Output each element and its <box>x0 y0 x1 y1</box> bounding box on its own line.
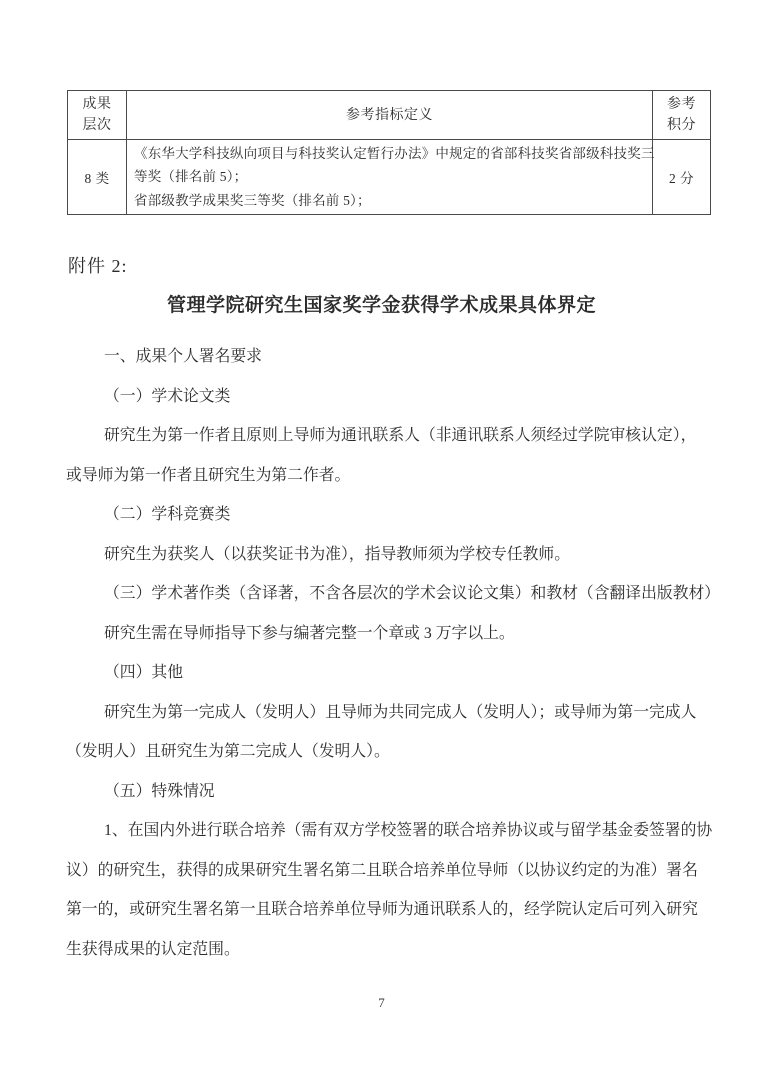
definition-line: 省部级教学成果奖三等奖（排名前 5）； <box>134 192 371 208</box>
table-header-indicator-definition: 参考指标定义 <box>127 91 653 140</box>
definition-line: 等奖（排名前 5）； <box>134 169 248 185</box>
table-header-reference-score: 参考 积分 <box>653 91 711 140</box>
score-reference-table <box>67 90 711 215</box>
body-line-paragraph: 第一的，或研究生署名第一且联合培养单位导师为通讯联系人的，经学院认定后可列入研究 <box>66 901 698 918</box>
table-header-result-level: 成果 层次 <box>68 91 127 140</box>
body-line-subsection-1: （一）学术论文类 <box>104 387 231 405</box>
body-line-paragraph: 议）的研究生，获得的成果研究生署名第二且联合培养单位导师（以协议约定的为准）署名 <box>66 861 698 879</box>
table-header-row <box>68 91 711 140</box>
body-line-paragraph: 研究生为第一作者且原则上导师为通讯联系人（非通讯联系人须经过学院审核认定）， <box>104 427 697 444</box>
table-row <box>68 140 711 215</box>
definition-line: 《东华大学科技纵向项目与科技奖认定暂行办法》中规定的省部科技奖省部级科技奖三 <box>134 145 655 161</box>
document-title: 管理学院研究生国家奖学金获得学术成果具体界定 <box>166 295 596 316</box>
body-line-paragraph: 研究生为获奖人（以获奖证书为准），指导教师须为学校专任教师。 <box>104 545 571 563</box>
cell-indicator-definition <box>127 140 653 215</box>
body-line-paragraph: （发明人）且研究生为第二完成人（发明人）。 <box>66 743 390 760</box>
document-body <box>66 337 726 969</box>
body-line-subsection-3: （三）学术著作类（含译著，不含各层次的学术会议论文集）和教材（含翻译出版教材） <box>104 585 721 602</box>
body-line-paragraph: 研究生为第一完成人（发明人）且导师为共同完成人（发明人）；或导师为第一完成人 <box>104 703 697 721</box>
attachment-label: 附件 2: <box>68 256 128 276</box>
body-line-subsection-4: （四）其他 <box>104 664 183 681</box>
body-line-paragraph: 1、在国内外进行联合培养（需有双方学校签署的联合培养协议或与留学基金委签署的协 <box>104 822 713 839</box>
page-number: 7 <box>378 995 385 1010</box>
body-line-paragraph: 或导师为第一作者且研究生为第二作者。 <box>66 466 351 484</box>
body-line-section-1: 一、成果个人署名要求 <box>104 348 262 365</box>
cell-result-level: 8 类 <box>68 140 127 215</box>
body-line-paragraph: 研究生需在导师指导下参与编著完整一个章或 3 万字以上。 <box>104 624 515 642</box>
body-line-paragraph: 生获得成果的认定范围。 <box>66 940 240 958</box>
cell-reference-score: 2 分 <box>653 140 711 215</box>
body-line-subsection-2: （二）学科竞赛类 <box>104 506 231 523</box>
body-line-subsection-5: （五）特殊情况 <box>104 782 215 800</box>
